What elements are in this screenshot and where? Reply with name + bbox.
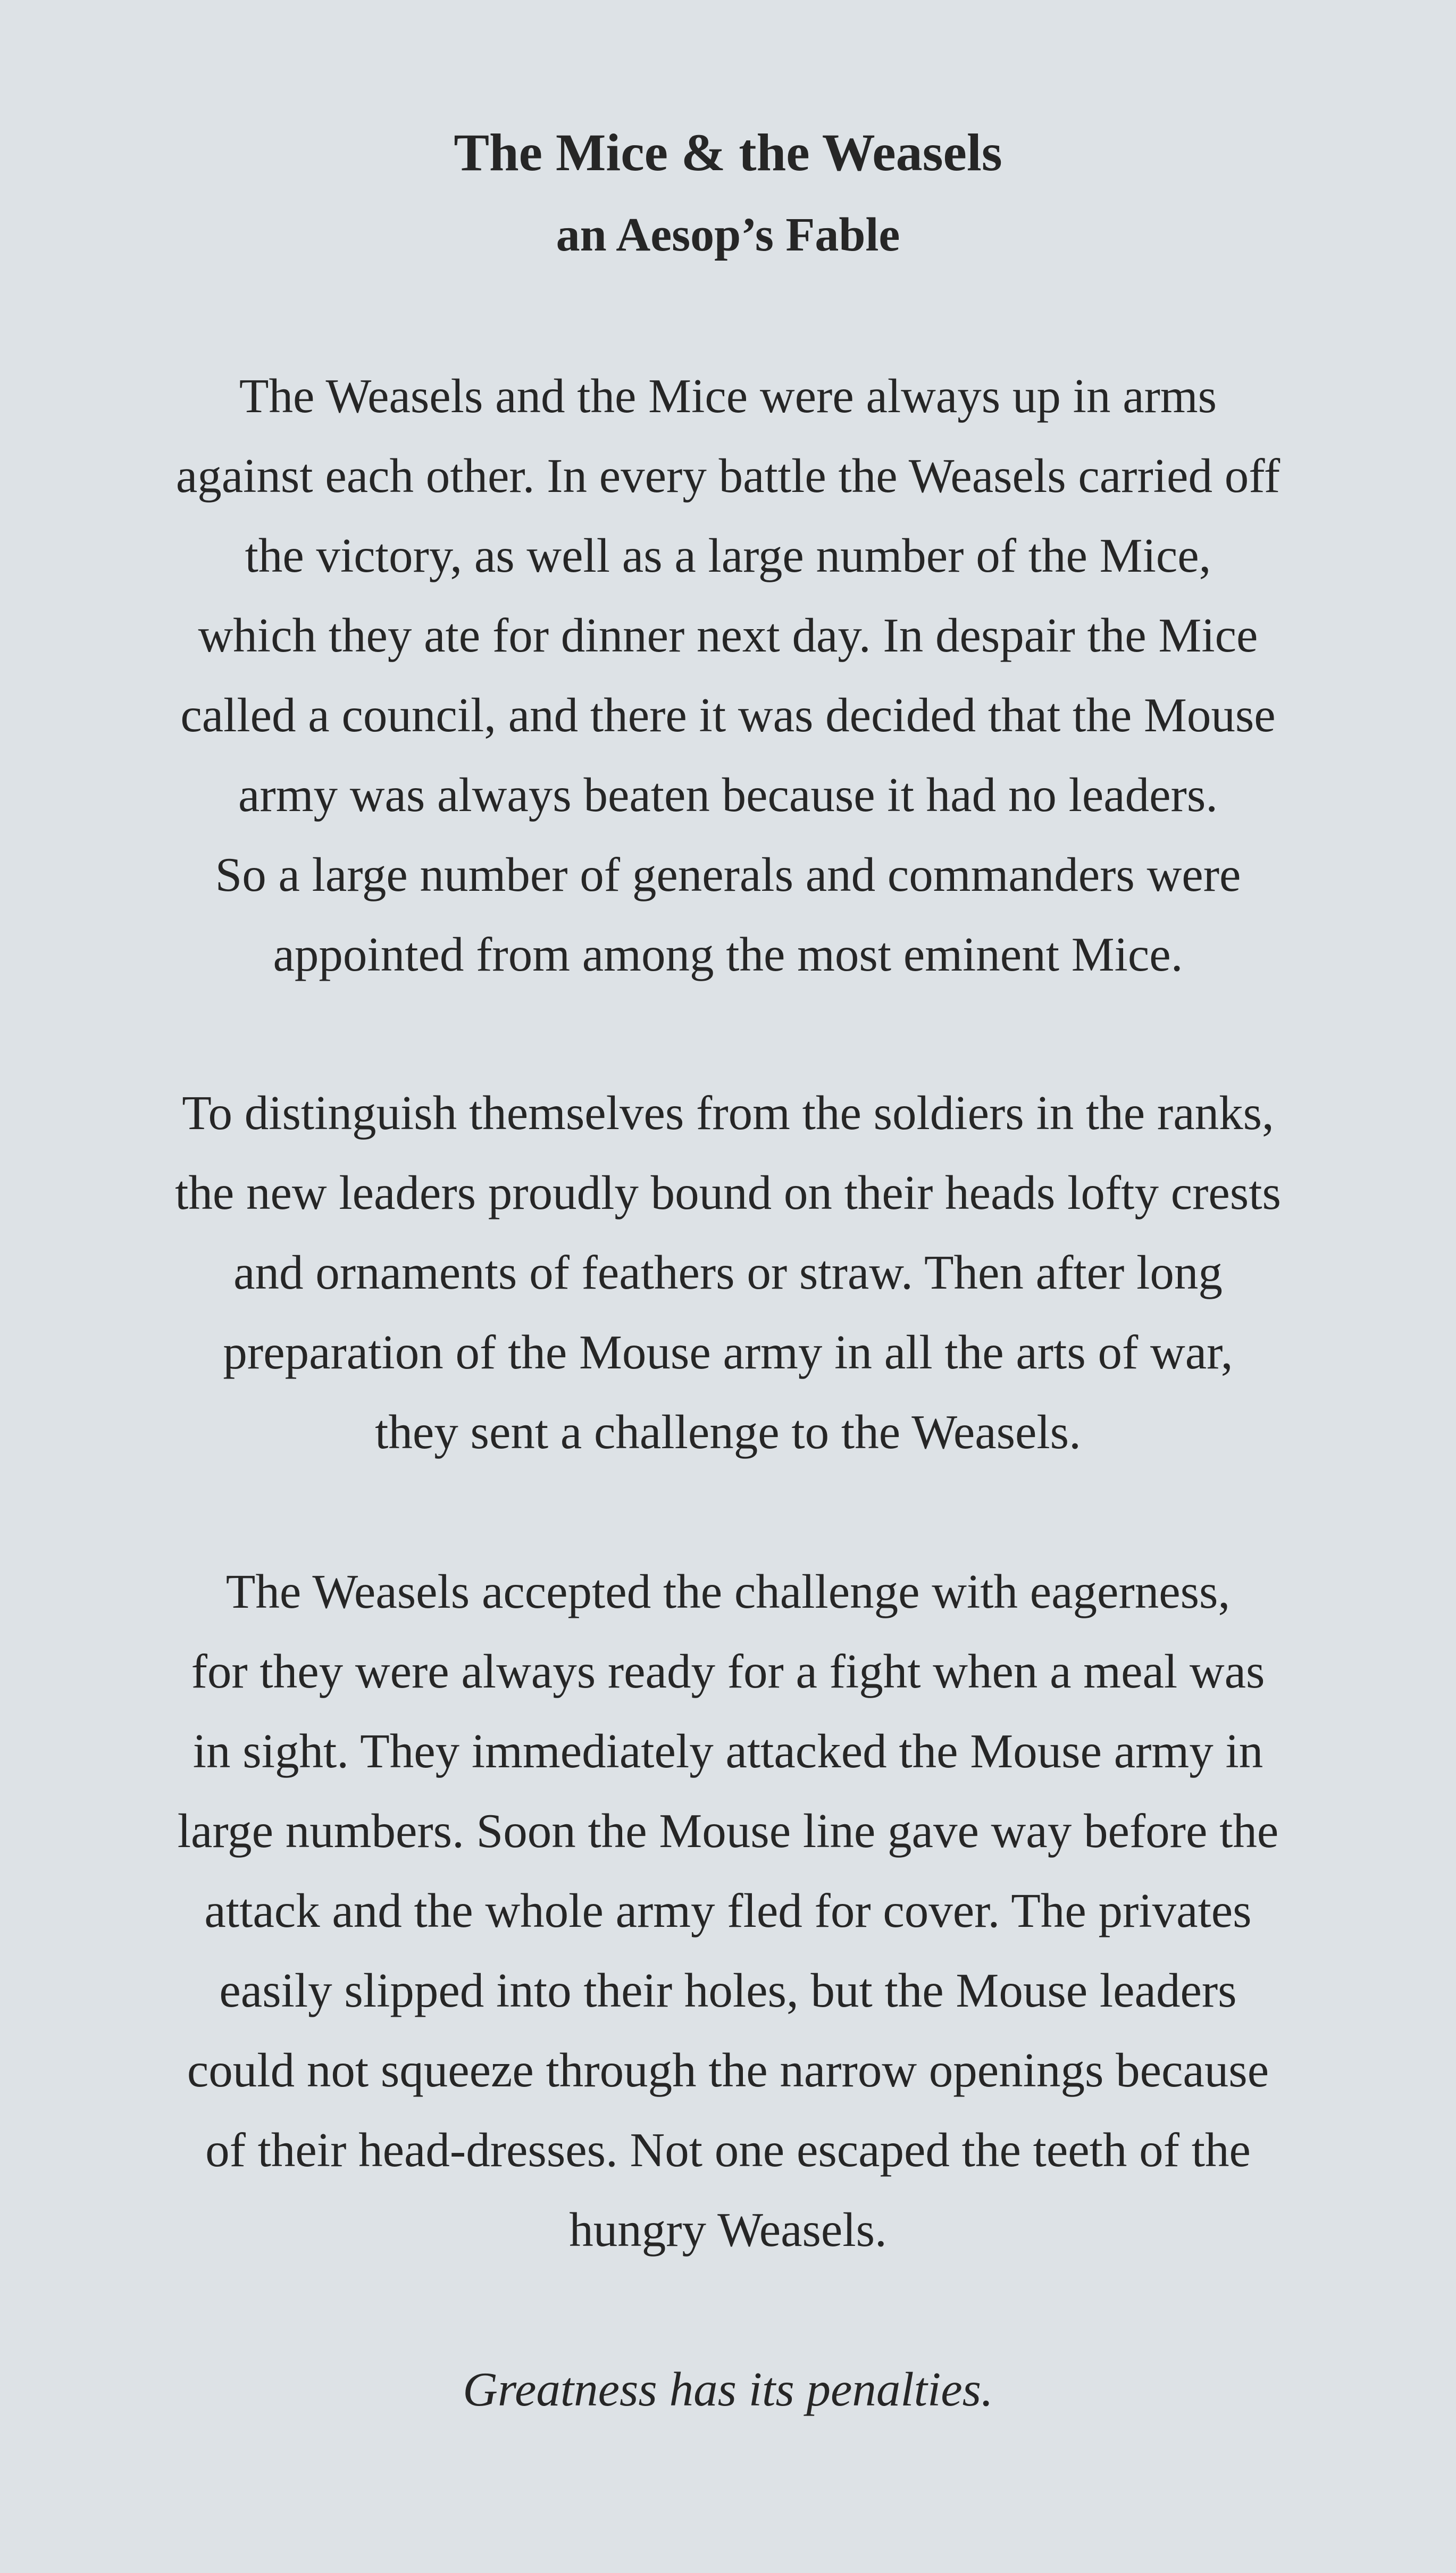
page-subtitle: an Aesop’s Fable bbox=[556, 208, 900, 261]
text-line: large numbers. Soon the Mouse line gave way before the bbox=[177, 1804, 1279, 1858]
text-line: army was always beaten because it had no leaders. bbox=[238, 768, 1218, 822]
text-line: The Weasels and the Mice were always up in arms bbox=[239, 369, 1217, 423]
text-line: and ornaments of feathers or straw. Then after long bbox=[233, 1246, 1223, 1299]
text-line: called a council, and there it was decided that the Mouse bbox=[180, 688, 1276, 742]
text-line: So a large number of generals and commanders were bbox=[215, 848, 1241, 901]
text-line: appointed from among the most eminent Mice. bbox=[273, 928, 1183, 981]
text-line: of their head-dresses. Not one escaped the teeth of the bbox=[205, 2123, 1251, 2177]
text-line: for they were always ready for a fight when a meal was bbox=[191, 1644, 1265, 1698]
text-line: could not squeeze through the narrow openings because bbox=[187, 2043, 1269, 2097]
text-line: The Weasels accepted the challenge with eagerness, bbox=[225, 1565, 1231, 1618]
text-line: in sight. They immediately attacked the Mouse army in bbox=[193, 1724, 1263, 1778]
text-line: To distinguish themselves from the soldiers in the ranks, bbox=[182, 1086, 1274, 1140]
text-line: easily slipped into their holes, but the Mouse leaders bbox=[219, 1964, 1237, 2017]
text-line: hungry Weasels. bbox=[569, 2203, 887, 2257]
text-line: attack and the whole army fled for cover. The privates bbox=[204, 1884, 1252, 1937]
page-title: The Mice & the Weasels bbox=[454, 123, 1002, 182]
fable-moral: Greatness has its penalties. bbox=[463, 2362, 993, 2416]
text-line: the new leaders proudly bound on their heads lofty crests bbox=[175, 1166, 1281, 1219]
text-line: they sent a challenge to the Weasels. bbox=[375, 1405, 1081, 1459]
text-line: preparation of the Mouse army in all the arts of war, bbox=[223, 1325, 1233, 1379]
text-line: which they ate for dinner next day. In despair the Mice bbox=[198, 608, 1258, 662]
text-line: the victory, as well as a large number of the Mice, bbox=[245, 529, 1211, 582]
text-line: against each other. In every battle the Weasels carried off bbox=[175, 449, 1281, 503]
